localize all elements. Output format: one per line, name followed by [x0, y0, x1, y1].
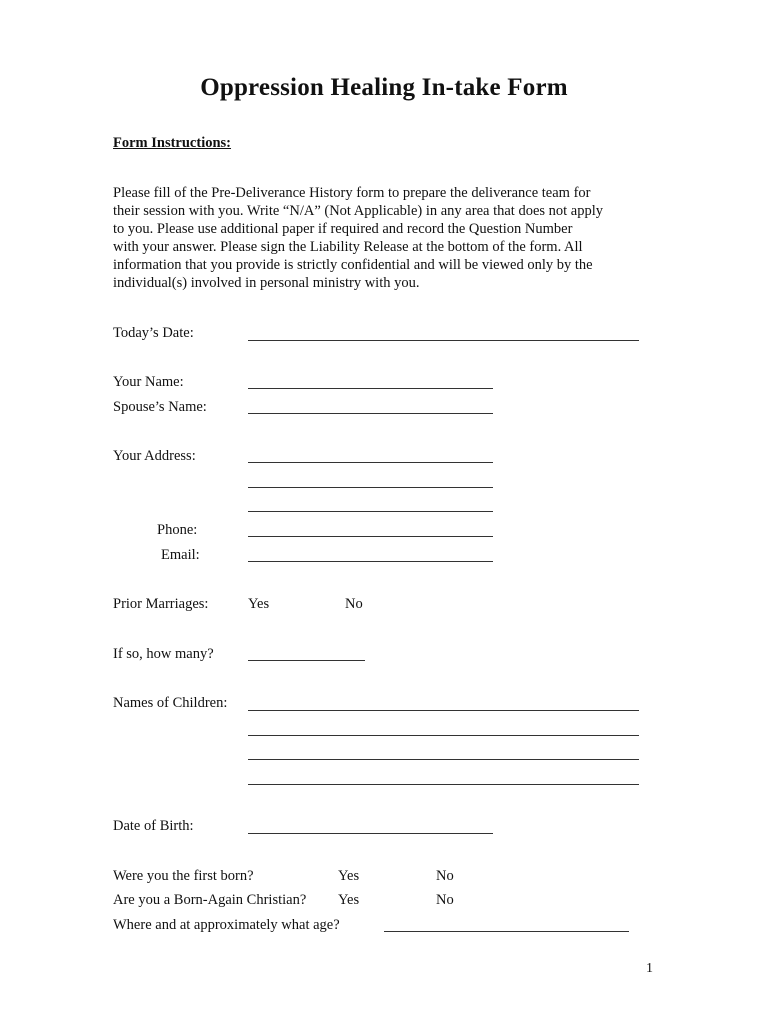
children-names-line-2-field[interactable]: [248, 735, 639, 736]
children-names-line-1-field[interactable]: [248, 710, 639, 711]
children-names-label: Names of Children:: [113, 695, 228, 711]
how-many-field[interactable]: [248, 660, 365, 661]
your-name-field[interactable]: [248, 388, 493, 389]
prior-marriages-no-option[interactable]: No: [345, 596, 363, 612]
address-line-3-field[interactable]: [248, 511, 493, 512]
page-number: 1: [646, 961, 653, 976]
born-again-label: Are you a Born-Again Christian?: [113, 892, 307, 908]
date-of-birth-label: Date of Birth:: [113, 818, 194, 834]
prior-marriages-label: Prior Marriages:: [113, 596, 209, 612]
first-born-no-option[interactable]: No: [436, 868, 454, 884]
instructions-paragraph: [113, 184, 673, 292]
address-line-1-field[interactable]: [248, 462, 493, 463]
instructions-line: with your answer. Please sign the Liability Release at the bottom of the form. All: [113, 239, 583, 255]
phone-field[interactable]: [248, 536, 493, 537]
instructions-heading: Form Instructions:: [113, 135, 232, 151]
born-again-yes-option[interactable]: Yes: [338, 892, 360, 908]
children-names-line-4-field[interactable]: [248, 784, 639, 785]
where-age-label: Where and at approximately what age?: [113, 917, 340, 933]
born-again-no-option[interactable]: No: [436, 892, 454, 908]
phone-label: Phone:: [157, 522, 198, 538]
children-names-line-3-field[interactable]: [248, 759, 639, 760]
page-title: Oppression Healing In-take Form: [200, 74, 568, 101]
instructions-line: their session with you. Write “N/A” (Not Applicable) in any area that does not apply: [113, 203, 604, 219]
instructions-line: Please fill of the Pre-Deliverance History form to prepare the deliverance team for: [113, 185, 591, 201]
date-of-birth-field[interactable]: [248, 833, 493, 834]
instructions-line: to you. Please use additional paper if required and record the Question Number: [113, 221, 573, 237]
first-born-yes-option[interactable]: Yes: [338, 868, 360, 884]
spouse-name-label: Spouse’s Name:: [113, 399, 207, 415]
address-label: Your Address:: [113, 448, 196, 464]
instructions-line: information that you provide is strictly confidential and will be viewed only by the: [113, 257, 593, 273]
instructions-line: individual(s) involved in personal ministry with you.: [113, 275, 420, 291]
address-line-2-field[interactable]: [248, 487, 493, 488]
spouse-name-field[interactable]: [248, 413, 493, 414]
your-name-label: Your Name:: [113, 374, 184, 390]
how-many-label: If so, how many?: [113, 646, 214, 662]
where-age-field[interactable]: [384, 931, 629, 932]
email-label: Email:: [161, 547, 200, 563]
prior-marriages-yes-option[interactable]: Yes: [248, 596, 270, 612]
todays-date-field[interactable]: [248, 340, 639, 341]
todays-date-label: Today’s Date:: [113, 325, 194, 341]
email-field[interactable]: [248, 561, 493, 562]
first-born-label: Were you the first born?: [113, 868, 254, 884]
